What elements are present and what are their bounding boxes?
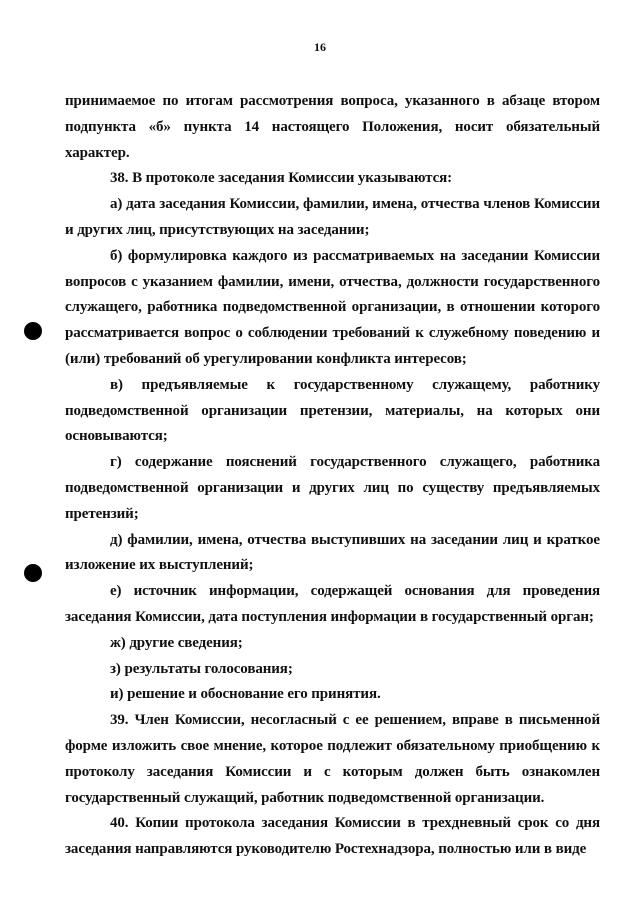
paragraph-continuation: принимаемое по итогам рассмотрения вопроса, указанного в абзаце втором подпункта «б» пункта 14 настоящего Положения, носит обязательный характер. bbox=[65, 93, 600, 161]
paragraph-subitem-z: з) результаты голосования; bbox=[110, 660, 293, 677]
punch-hole-mark bbox=[24, 564, 42, 582]
paragraph-item-40: 40. Копии протокола заседания Комиссии в трехдневный срок со дня заседания направляются руководителю Ростехнадзора, полностью или в виде bbox=[65, 815, 600, 858]
paragraph-subitem-g: г) содержание пояснений государственного служащего, работника подведомственной организации и других лиц по существу предъявляемых претензий; bbox=[65, 454, 600, 522]
paragraph-subitem-d: д) фамилии, имена, отчества выступивших на заседании лиц и краткое изложение их выступлений; bbox=[65, 531, 600, 574]
paragraph-item-38: 38. В протоколе заседания Комиссии указываются: bbox=[110, 170, 453, 187]
paragraph-item-39: 39. Член Комиссии, несогласный с ее решением, вправе в письменной форме изложить свое мнение, которое подлежит обязательному приобщению к протоколу заседания Комиссии и с которым должен быть ознакомлен государственный служащий, работник подведомственной организации. bbox=[65, 712, 600, 806]
paragraph-subitem-v: в) предъявляемые к государственному служащему, работнику подведомственной организации претензии, материалы, на которых они основываются; bbox=[65, 376, 600, 445]
paragraph-subitem-e: е) источник информации, содержащей основания для проведения заседания Комиссии, дата поступления информации в государственный орган; bbox=[65, 583, 600, 625]
page-number: 16 bbox=[314, 40, 326, 54]
paragraph-subitem-zh: ж) другие сведения; bbox=[110, 634, 243, 651]
punch-hole-mark bbox=[24, 322, 42, 340]
paragraph-subitem-i: и) решение и обоснование его принятия. bbox=[110, 686, 381, 703]
paragraph-subitem-b: б) формулировка каждого из рассматриваемых на заседании Комиссии вопросов с указанием фамилии, имени, отчества, должности государственного служащего, работника подведомственной организации, в отношении которого рассматривается вопрос о соблюдении требований к служебному поведению и (или) требований об урегулировании конфликта интересов; bbox=[65, 247, 600, 367]
paragraph-subitem-a: а) дата заседания Комиссии, фамилии, имена, отчества членов Комиссии и других лиц, присутствующих на заседании; bbox=[65, 196, 600, 238]
document-body bbox=[65, 89, 600, 863]
